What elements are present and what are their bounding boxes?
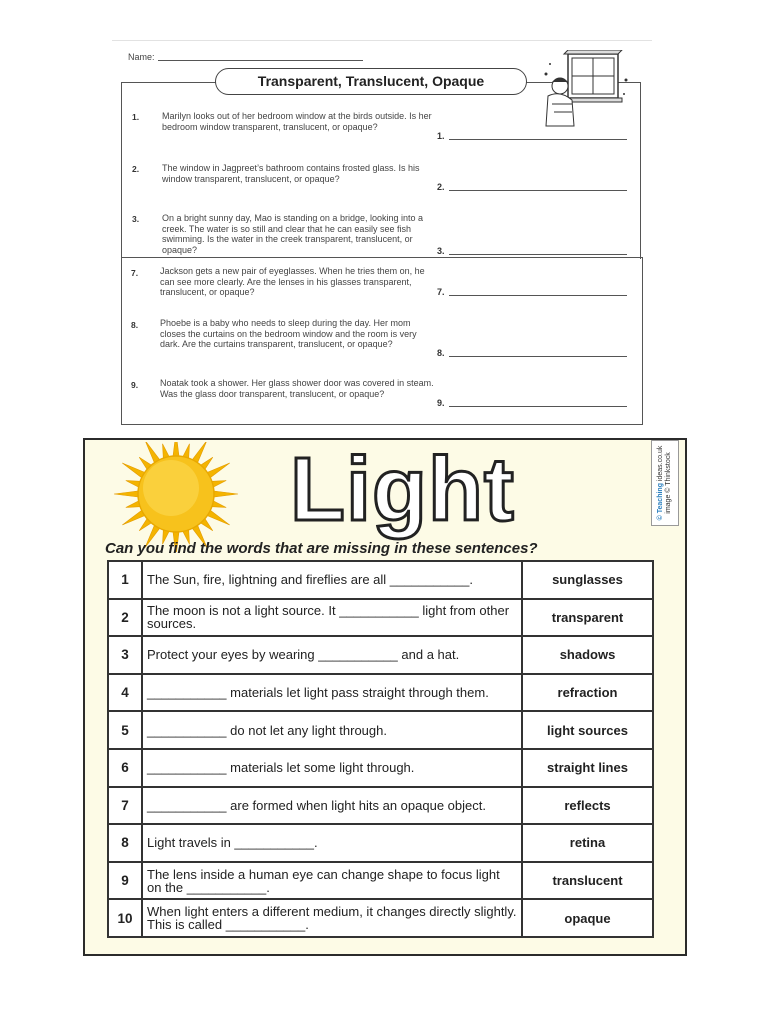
table-row	[108, 899, 653, 937]
name-blank-line[interactable]	[158, 51, 363, 61]
question-text: Noatak took a shower. Her glass shower door was covered in steam. Was the glass door transparent, translucent, or opaque?	[160, 378, 434, 399]
question-number: 7.	[131, 268, 139, 278]
question-text: On a bright sunny day, Mao is standing on a bridge, looking into a creek. The water is so still and clear that he can easily see fish swimming. Is the water in the creek transparent, translucent, or opaque?	[162, 213, 423, 255]
sun-ray	[122, 463, 144, 478]
question-number: 2.	[132, 164, 140, 174]
badge-text	[657, 446, 673, 521]
badge-line-1: © Teaching	[657, 483, 664, 521]
question-number: 8.	[131, 320, 139, 330]
answer-blank[interactable]	[449, 348, 627, 357]
row-word-option: sunglasses	[522, 561, 653, 599]
badge-line-2: ideas.co.uk	[657, 445, 664, 482]
row-word-option: light sources	[522, 711, 653, 749]
table-row	[108, 749, 653, 787]
row-word-option: retina	[522, 824, 653, 862]
row-word-option: reflects	[522, 787, 653, 825]
missing-words-table	[107, 560, 654, 938]
sun-ray	[214, 491, 238, 497]
sun-ray	[145, 442, 160, 463]
sun-icon	[91, 442, 261, 552]
sun-ray	[126, 501, 140, 508]
table-row	[108, 674, 653, 712]
question-text: Marilyn looks out of her bedroom window at the birds outside. Is her bedroom window transparent, translucent, or opaque?	[162, 111, 432, 132]
sun-ray	[207, 463, 229, 478]
answer-number: 2.	[437, 182, 445, 192]
page-top-rule	[112, 40, 652, 41]
row-number: 10	[108, 899, 142, 937]
row-number: 3	[108, 636, 142, 674]
name-field[interactable]	[128, 51, 363, 62]
answer-line-2[interactable]	[437, 182, 627, 192]
answer-blank[interactable]	[449, 246, 627, 255]
row-number: 2	[108, 599, 142, 637]
answer-line-7[interactable]	[437, 287, 627, 297]
row-number: 7	[108, 787, 142, 825]
sun-ray	[183, 444, 190, 458]
sun-ray	[192, 442, 207, 463]
light-poster	[83, 438, 687, 956]
name-label: Name:	[128, 52, 155, 62]
answer-line-9[interactable]	[437, 398, 627, 408]
row-number: 8	[108, 824, 142, 862]
question-number: 1.	[132, 112, 140, 122]
table-row	[108, 824, 653, 862]
sun-ray	[173, 442, 179, 456]
answer-number: 8.	[437, 348, 445, 358]
sun-ray	[212, 501, 226, 508]
row-number: 9	[108, 862, 142, 900]
row-word-option: straight lines	[522, 749, 653, 787]
table-row	[108, 561, 653, 599]
answer-line-8[interactable]	[437, 348, 627, 358]
row-sentence: The lens inside a human eye can change shape to focus light on the ___________.	[142, 862, 522, 900]
row-sentence: ___________ materials let light pass straight through them.	[142, 674, 522, 712]
answer-number: 3.	[437, 246, 445, 256]
answer-line-1[interactable]	[437, 131, 627, 141]
row-word-option: shadows	[522, 636, 653, 674]
sun-ray	[114, 491, 138, 497]
row-word-option: opaque	[522, 899, 653, 937]
row-word-option: refraction	[522, 674, 653, 712]
question-text: Jackson gets a new pair of eyeglasses. When he tries them on, he can see more clearly. Are the lenses in his glasses transparent, translucent, or opaque?	[160, 266, 425, 297]
answer-blank[interactable]	[449, 131, 627, 140]
answer-number: 7.	[437, 287, 445, 297]
answer-blank[interactable]	[449, 398, 627, 407]
answer-line-3[interactable]	[437, 246, 627, 256]
publisher-badge	[651, 440, 679, 526]
sun-ray	[207, 510, 229, 525]
sun-ray	[126, 481, 140, 488]
table-row	[108, 862, 653, 900]
badge-line-3: image © Thinkstock	[665, 452, 672, 514]
row-sentence: ___________ materials let some light through.	[142, 749, 522, 787]
table-row	[108, 636, 653, 674]
sun-ray	[163, 444, 170, 458]
row-sentence: Light travels in ___________.	[142, 824, 522, 862]
sun-ray	[212, 481, 226, 488]
row-sentence: The moon is not a light source. It ___________ light from other sources.	[142, 599, 522, 637]
answer-number: 9.	[437, 398, 445, 408]
question-number: 3.	[132, 214, 140, 224]
row-number: 4	[108, 674, 142, 712]
row-sentence: Protect your eyes by wearing ___________ and a hat.	[142, 636, 522, 674]
worksheet-title: Transparent, Translucent, Opaque	[215, 68, 527, 95]
row-number: 5	[108, 711, 142, 749]
row-sentence: ___________ are formed when light hits an opaque object.	[142, 787, 522, 825]
row-number: 1	[108, 561, 142, 599]
row-sentence: ___________ do not let any light through.	[142, 711, 522, 749]
table-row	[108, 599, 653, 637]
row-sentence: When light enters a different medium, it changes directly slightly. This is called ___________.	[142, 899, 522, 937]
table-row	[108, 787, 653, 825]
poster-title: Light	[290, 440, 515, 540]
table-row	[108, 711, 653, 749]
answer-blank[interactable]	[449, 287, 627, 296]
window-illustration	[538, 50, 630, 130]
row-word-option: transparent	[522, 599, 653, 637]
row-number: 6	[108, 749, 142, 787]
question-text: Phoebe is a baby who needs to sleep during the day. Her mom closes the curtains on the bedroom window and the room is very dark. Are the curtains transparent, translucent, or opaque?	[160, 318, 417, 349]
row-sentence: The Sun, fire, lightning and fireflies are all ___________.	[142, 561, 522, 599]
question-text: The window in Jagpreet’s bathroom contains frosted glass. Is his window transparent, translucent, or opaque?	[162, 163, 420, 184]
question-number: 9.	[131, 380, 139, 390]
sun-ray	[122, 510, 144, 525]
answer-number: 1.	[437, 131, 445, 141]
poster-question: Can you find the words that are missing in these sentences?	[105, 540, 538, 557]
answer-blank[interactable]	[449, 182, 627, 191]
row-word-option: translucent	[522, 862, 653, 900]
